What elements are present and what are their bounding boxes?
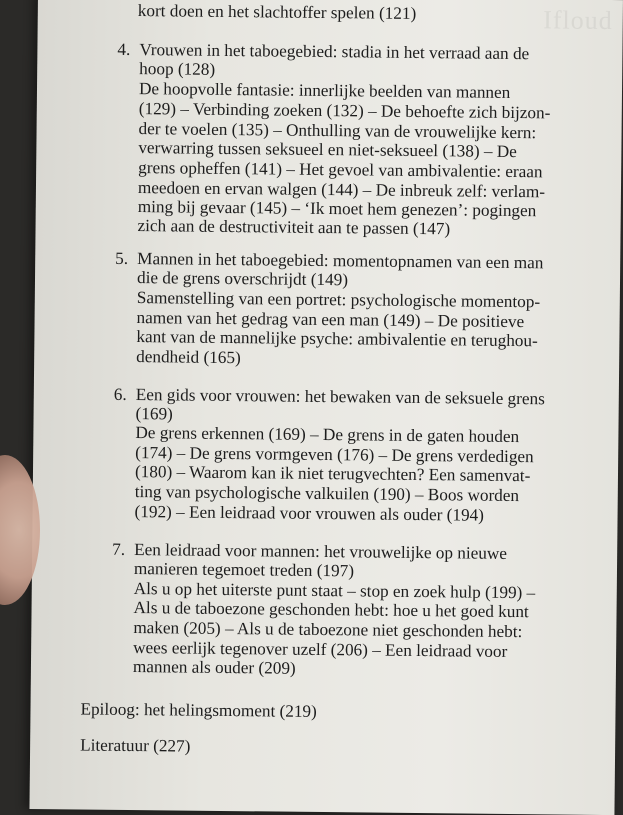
toc-bibliography: Literatuur (227) bbox=[80, 735, 191, 756]
toc-line: namen van het gedrag van een man (149) – De positieve bbox=[136, 308, 525, 332]
toc-line: wees eerlijk tegenover uzelf (206) – Een leidraad voor bbox=[133, 638, 508, 661]
toc-line: kant van de mannelijke psyche: ambivalentie en terughou- bbox=[136, 327, 538, 351]
toc-line: (180) – Waarom kan ik niet terugvechten? Een samenvat- bbox=[134, 462, 531, 486]
toc-epilogue: Epiloog: het helingsmoment (219) bbox=[80, 699, 317, 721]
toc-line: der te voelen (135) – Onthulling van de vrouwelijke kern: bbox=[138, 119, 537, 143]
toc-line: (129) – Verbinding zoeken (132) – De behoefte zich bijzon- bbox=[138, 99, 551, 123]
toc-line: meedoen en ervan walgen (144) – De inbreuk zelf: verlam- bbox=[137, 178, 546, 202]
toc-line: De grens erkennen (169) – De grens in de gaten houden bbox=[135, 423, 520, 447]
toc-chapter-title: hoop (128) bbox=[139, 59, 216, 79]
toc-line: zich aan de destructiviteit aan te passen (147) bbox=[137, 216, 451, 239]
toc-line: Als u op het uiterste punt staat – stop en zoek hulp (199) – bbox=[133, 579, 536, 603]
toc-line: mannen als ouder (209) bbox=[132, 657, 296, 678]
toc-chapter-title: manieren tegemoet treden (197) bbox=[133, 559, 355, 581]
show-through-text: Ifloud bbox=[543, 5, 613, 36]
toc-line: ting van psychologische valkuilen (190) – Boos worden bbox=[134, 482, 520, 506]
toc-line: verwarring tussen seksueel en niet-seksueel (138) – De bbox=[138, 138, 517, 162]
book-page bbox=[29, 0, 623, 815]
toc-line: maken (205) – Als u de taboezone niet geschonden hebt: bbox=[133, 618, 523, 642]
toc-line: (192) – Een leidraad voor vrouwen als ouder (194) bbox=[134, 502, 485, 525]
toc-chapter-title: Mannen in het taboegebied: momentopnamen van een man bbox=[137, 249, 544, 273]
toc-line: Als u de taboezone geschonden hebt: hoe u het goed kunt bbox=[133, 598, 529, 622]
toc-chapter-title: die de grens overschrijdt (149) bbox=[136, 268, 349, 290]
toc-item-number: 7. bbox=[112, 539, 126, 559]
toc-line: kort doen en het slachtoffer spelen (121) bbox=[137, 1, 417, 23]
toc-line: (174) – De grens vormgeven (176) – De grens verdedigen bbox=[135, 443, 534, 467]
toc-line: Samenstelling van een portret: psychologische momentop- bbox=[136, 288, 541, 312]
toc-chapter-title: Vrouwen in het taboegebied: stadia in het verraad aan de bbox=[139, 40, 530, 64]
toc-line: ming bij gevaar (145) – ‘Ik moet hem genezen’: pogingen bbox=[137, 197, 537, 221]
toc-item-number: 6. bbox=[113, 384, 127, 404]
toc-line: dendheid (165) bbox=[136, 347, 241, 368]
toc-chapter-title: Een gids voor vrouwen: het bewaken van de seksuele grens bbox=[135, 385, 545, 409]
toc-chapter-title: (169) bbox=[135, 404, 173, 424]
toc-chapter-title: Een leidraad voor mannen: het vrouwelijke op nieuwe bbox=[134, 540, 508, 563]
toc-line: De hoopvolle fantasie: innerlijke beelden van mannen bbox=[138, 79, 511, 102]
toc-item-number: 4. bbox=[117, 39, 131, 59]
table-of-contents bbox=[29, 0, 623, 815]
toc-line: grens opheffen (141) – Het gevoel van ambivalentie: eraan bbox=[138, 158, 543, 182]
toc-item-number: 5. bbox=[115, 248, 129, 268]
